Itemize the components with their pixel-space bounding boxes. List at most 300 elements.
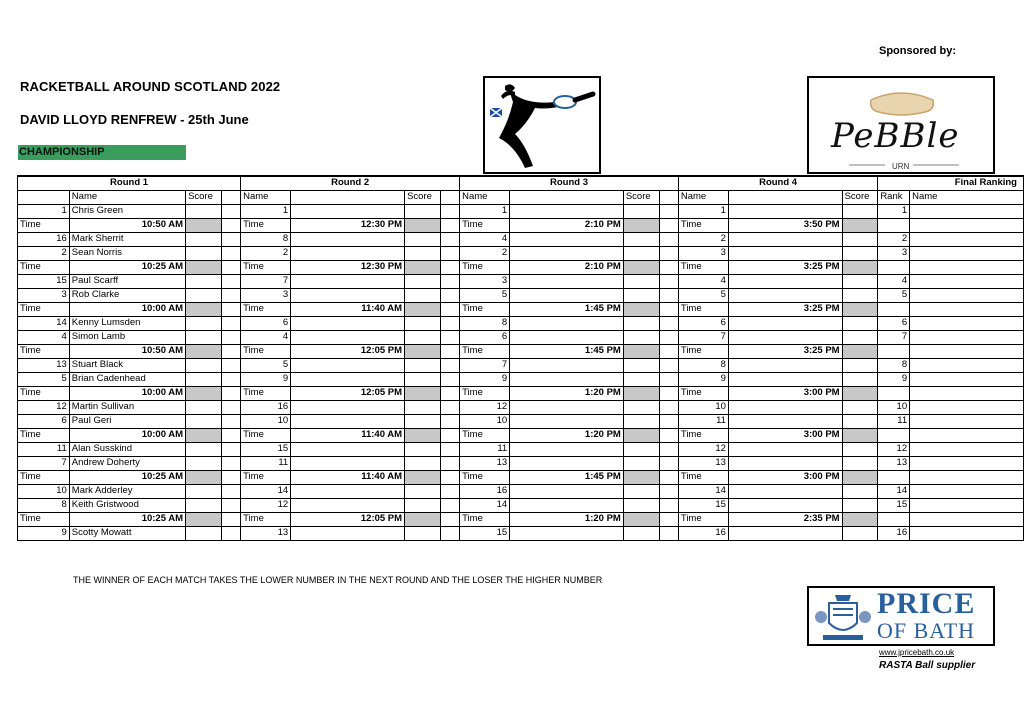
price-crest-icon (813, 589, 873, 645)
round3-position: 2 (460, 246, 510, 260)
round1-seed: 10 (18, 484, 70, 498)
sponsor-website-link[interactable]: www.jpricebath.co.uk (879, 648, 955, 657)
player-row (18, 358, 1024, 372)
sponsored-by-label: Sponsored by: (879, 45, 957, 57)
round4-position: 3 (678, 246, 728, 260)
round2-name (291, 484, 405, 498)
player-row (18, 232, 1024, 246)
round4-name (728, 246, 842, 260)
round3-position: 15 (460, 526, 510, 540)
round3-name (510, 498, 624, 512)
round1-seed: 13 (18, 358, 70, 372)
round2-match-time: 11:40 AM (291, 470, 405, 484)
spacer (659, 512, 678, 526)
round2-position: 3 (241, 288, 291, 302)
round2-score (405, 526, 441, 540)
player-name: Paul Scarff (69, 274, 185, 288)
tournament-bracket (17, 175, 1024, 541)
round4-name (728, 204, 842, 218)
time-score-shade (186, 260, 222, 274)
round2-name (291, 372, 405, 386)
player-row (18, 316, 1024, 330)
round3-position: 14 (460, 498, 510, 512)
rank-blank (878, 428, 910, 442)
round4-match-time: 3:25 PM (728, 344, 842, 358)
spacer (440, 330, 459, 344)
spacer (440, 470, 459, 484)
round2-position: 8 (241, 232, 291, 246)
round4-match-time: 3:25 PM (728, 260, 842, 274)
round2-position: 14 (241, 484, 291, 498)
player-name: Simon Lamb (69, 330, 185, 344)
round1-seed: 5 (18, 372, 70, 386)
round4-name (728, 316, 842, 330)
round3-score (623, 288, 659, 302)
spacer (659, 260, 678, 274)
time-score-shade (405, 470, 441, 484)
time-label: Time (678, 470, 728, 484)
round4-match-time: 3:50 PM (728, 218, 842, 232)
spacer (659, 526, 678, 540)
round2-match-time: 12:05 PM (291, 344, 405, 358)
round1-score (186, 498, 222, 512)
time-score-shade (842, 218, 878, 232)
spacer (221, 512, 240, 526)
round3-name (510, 414, 624, 428)
rank-blank (878, 344, 910, 358)
final-name (910, 372, 1024, 386)
round4-name (728, 498, 842, 512)
round3-position: 5 (460, 288, 510, 302)
round-1-header: Round 1 (18, 176, 241, 190)
time-label: Time (460, 302, 510, 316)
player-name: Paul Geri (69, 414, 185, 428)
round2-match-time: 11:40 AM (291, 428, 405, 442)
round2-name (291, 204, 405, 218)
round4-name (728, 526, 842, 540)
round2-score (405, 372, 441, 386)
spacer (221, 400, 240, 414)
spacer (221, 274, 240, 288)
round4-position: 8 (678, 358, 728, 372)
final-name (910, 246, 1024, 260)
round2-name (291, 358, 405, 372)
spacer (221, 386, 240, 400)
round1-seed: 1 (18, 204, 70, 218)
division-badge: CHAMPIONSHIP (18, 145, 186, 160)
round1-score (186, 372, 222, 386)
final-name (910, 330, 1024, 344)
spacer (440, 428, 459, 442)
round4-position: 7 (678, 330, 728, 344)
time-label: Time (241, 512, 291, 526)
time-label: Time (678, 218, 728, 232)
round3-score (623, 330, 659, 344)
spacer (440, 274, 459, 288)
time-score-shade (186, 512, 222, 526)
round1-score (186, 414, 222, 428)
spacer (440, 456, 459, 470)
round2-position: 11 (241, 456, 291, 470)
round1-score (186, 442, 222, 456)
round2-match-time: 12:30 PM (291, 260, 405, 274)
round4-position: 9 (678, 372, 728, 386)
spacer (659, 316, 678, 330)
spacer (659, 232, 678, 246)
round1-seed: 7 (18, 456, 70, 470)
time-score-shade (405, 386, 441, 400)
final-rank: 6 (878, 316, 910, 330)
player-row (18, 274, 1024, 288)
round1-score (186, 274, 222, 288)
round3-position: 4 (460, 232, 510, 246)
final-rank: 15 (878, 498, 910, 512)
final-name (910, 414, 1024, 428)
time-score-shade (842, 512, 878, 526)
round2-match-time: 12:05 PM (291, 512, 405, 526)
round1-score (186, 358, 222, 372)
rank-blank (878, 386, 910, 400)
round4-match-time: 3:00 PM (728, 386, 842, 400)
round3-match-time: 2:10 PM (510, 218, 624, 232)
round1-seed: 14 (18, 316, 70, 330)
spacer (659, 288, 678, 302)
time-label: Time (678, 428, 728, 442)
round3-name (510, 288, 624, 302)
spacer (659, 428, 678, 442)
spacer (440, 316, 459, 330)
round1-seed: 12 (18, 400, 70, 414)
time-label: Time (18, 344, 70, 358)
time-score-shade (623, 344, 659, 358)
round3-name (510, 274, 624, 288)
ball-supplier-label: RASTA Ball supplier (879, 660, 976, 671)
round4-score (842, 442, 878, 456)
time-score-shade (405, 302, 441, 316)
price-of-bath-logo (807, 586, 995, 646)
round4-score (842, 456, 878, 470)
final-ranking-header: Final Ranking (878, 176, 1024, 190)
round4-position: 4 (678, 274, 728, 288)
time-label: Time (241, 302, 291, 316)
round4-position: 12 (678, 442, 728, 456)
time-label: Time (678, 260, 728, 274)
round4-position: 10 (678, 400, 728, 414)
spacer (440, 498, 459, 512)
round3-score (623, 274, 659, 288)
spacer (221, 330, 240, 344)
round2-position: 9 (241, 372, 291, 386)
round1-match-time: 10:25 AM (69, 260, 185, 274)
price-wordmark-line1: PRICE (877, 587, 976, 620)
round1-match-time: 10:25 AM (69, 470, 185, 484)
round4-score (842, 288, 878, 302)
col-name: Name (678, 190, 728, 204)
spacer (440, 414, 459, 428)
round2-score (405, 484, 441, 498)
match-time-row (18, 260, 1024, 274)
round2-position: 15 (241, 442, 291, 456)
round2-position: 7 (241, 274, 291, 288)
time-label: Time (460, 218, 510, 232)
player-row (18, 414, 1024, 428)
spacer (440, 260, 459, 274)
time-score-shade (186, 386, 222, 400)
player-name: Keith Gristwood (69, 498, 185, 512)
time-label: Time (241, 260, 291, 274)
spacer (221, 414, 240, 428)
col-name: Name (910, 190, 1024, 204)
round2-position: 6 (241, 316, 291, 330)
spacer (440, 218, 459, 232)
time-score-shade (842, 386, 878, 400)
time-score-shade (623, 260, 659, 274)
name-blank (910, 260, 1024, 274)
player-row (18, 288, 1024, 302)
time-label: Time (460, 386, 510, 400)
round1-match-time: 10:50 AM (69, 344, 185, 358)
round1-match-time: 10:25 AM (69, 512, 185, 526)
spacer (440, 372, 459, 386)
round4-score (842, 400, 878, 414)
round3-match-time: 1:20 PM (510, 512, 624, 526)
round4-position: 6 (678, 316, 728, 330)
round4-score (842, 358, 878, 372)
final-rank: 12 (878, 442, 910, 456)
spacer (221, 456, 240, 470)
round2-name (291, 274, 405, 288)
time-label: Time (241, 218, 291, 232)
player-row (18, 330, 1024, 344)
player-name: Mark Sherrit (69, 232, 185, 246)
round4-position: 1 (678, 204, 728, 218)
round4-score (842, 204, 878, 218)
round3-score (623, 372, 659, 386)
time-label: Time (241, 344, 291, 358)
round3-position: 6 (460, 330, 510, 344)
round2-score (405, 456, 441, 470)
final-rank: 11 (878, 414, 910, 428)
round3-name (510, 232, 624, 246)
spacer (440, 526, 459, 540)
match-time-row (18, 302, 1024, 316)
time-label: Time (460, 428, 510, 442)
time-label: Time (18, 302, 70, 316)
round1-score (186, 456, 222, 470)
round2-score (405, 442, 441, 456)
round3-name (510, 400, 624, 414)
time-label: Time (678, 302, 728, 316)
time-score-shade (842, 470, 878, 484)
time-score-shade (842, 302, 878, 316)
round3-score (623, 204, 659, 218)
time-label: Time (678, 344, 728, 358)
time-score-shade (186, 428, 222, 442)
spacer (659, 498, 678, 512)
spacer (659, 456, 678, 470)
spacer (440, 400, 459, 414)
final-rank: 8 (878, 358, 910, 372)
final-name (910, 204, 1024, 218)
time-score-shade (405, 512, 441, 526)
match-time-row (18, 386, 1024, 400)
round2-score (405, 288, 441, 302)
spacer (221, 288, 240, 302)
racketball-player-icon (485, 78, 599, 172)
round2-score (405, 274, 441, 288)
event-title: RACKETBALL AROUND SCOTLAND 2022 (20, 79, 281, 94)
time-score-shade (623, 428, 659, 442)
round4-name (728, 274, 842, 288)
spacer (221, 372, 240, 386)
round3-position: 3 (460, 274, 510, 288)
spacer (440, 442, 459, 456)
time-score-shade (623, 512, 659, 526)
round4-score (842, 372, 878, 386)
col-name: Name (460, 190, 510, 204)
spacer (440, 344, 459, 358)
time-label: Time (18, 470, 70, 484)
round1-score (186, 526, 222, 540)
round2-match-time: 12:30 PM (291, 218, 405, 232)
spacer (659, 442, 678, 456)
round3-name (510, 246, 624, 260)
spacer (659, 372, 678, 386)
time-label: Time (678, 512, 728, 526)
name-blank (910, 512, 1024, 526)
round2-name (291, 330, 405, 344)
player-name: Rob Clarke (69, 288, 185, 302)
time-score-shade (842, 344, 878, 358)
time-score-shade (842, 260, 878, 274)
spacer (221, 260, 240, 274)
round4-position: 13 (678, 456, 728, 470)
spacer (440, 246, 459, 260)
spacer (659, 414, 678, 428)
round-header-row (18, 176, 1024, 190)
spacer (440, 232, 459, 246)
round1-seed: 11 (18, 442, 70, 456)
round4-score (842, 526, 878, 540)
spacer (221, 316, 240, 330)
round2-score (405, 400, 441, 414)
round2-name (291, 316, 405, 330)
rank-blank (878, 470, 910, 484)
spacer (659, 484, 678, 498)
round4-position: 11 (678, 414, 728, 428)
col-rank: Rank (878, 190, 910, 204)
time-score-shade (405, 428, 441, 442)
final-rank: 7 (878, 330, 910, 344)
round3-match-time: 1:45 PM (510, 344, 624, 358)
spacer (221, 428, 240, 442)
round2-score (405, 204, 441, 218)
bracket-footnote: THE WINNER OF EACH MATCH TAKES THE LOWER NUMBER IN THE NEXT ROUND AND THE LOSER THE HIGHER NUMBER (73, 575, 603, 585)
round4-match-time: 3:00 PM (728, 428, 842, 442)
round2-position: 12 (241, 498, 291, 512)
round2-name (291, 456, 405, 470)
player-name: Andrew Doherty (69, 456, 185, 470)
spacer (659, 400, 678, 414)
time-label: Time (18, 428, 70, 442)
final-name (910, 498, 1024, 512)
pebble-urn-logo (807, 76, 995, 174)
round4-name (728, 330, 842, 344)
player-name: Chris Green (69, 204, 185, 218)
final-rank: 16 (878, 526, 910, 540)
time-score-shade (405, 218, 441, 232)
player-row (18, 246, 1024, 260)
round3-score (623, 442, 659, 456)
final-name (910, 442, 1024, 456)
player-name: Brian Cadenhead (69, 372, 185, 386)
round3-position: 12 (460, 400, 510, 414)
round3-match-time: 2:10 PM (510, 260, 624, 274)
round3-score (623, 526, 659, 540)
round3-name (510, 316, 624, 330)
spacer (221, 442, 240, 456)
round3-position: 7 (460, 358, 510, 372)
match-time-row (18, 218, 1024, 232)
time-score-shade (623, 218, 659, 232)
round2-position: 10 (241, 414, 291, 428)
name-blank (910, 470, 1024, 484)
round2-name (291, 414, 405, 428)
spacer (659, 344, 678, 358)
round3-score (623, 456, 659, 470)
player-row (18, 456, 1024, 470)
round2-position: 2 (241, 246, 291, 260)
final-rank: 13 (878, 456, 910, 470)
player-name: Kenny Lumsden (69, 316, 185, 330)
round4-position: 5 (678, 288, 728, 302)
time-score-shade (186, 344, 222, 358)
spacer (221, 232, 240, 246)
col-score: Score (623, 190, 659, 204)
round2-score (405, 330, 441, 344)
round3-match-time: 1:45 PM (510, 302, 624, 316)
round3-position: 16 (460, 484, 510, 498)
round1-seed: 3 (18, 288, 70, 302)
time-score-shade (186, 470, 222, 484)
round4-score (842, 330, 878, 344)
round1-seed: 6 (18, 414, 70, 428)
player-name: Scotty Mowatt (69, 526, 185, 540)
round3-name (510, 358, 624, 372)
time-label: Time (18, 260, 70, 274)
time-score-shade (405, 344, 441, 358)
spacer (659, 302, 678, 316)
spacer (440, 288, 459, 302)
round1-score (186, 316, 222, 330)
round2-name (291, 232, 405, 246)
round3-name (510, 526, 624, 540)
spacer (659, 470, 678, 484)
spacer (440, 484, 459, 498)
spacer (659, 246, 678, 260)
round3-position: 1 (460, 204, 510, 218)
name-blank (910, 386, 1024, 400)
round4-name (728, 288, 842, 302)
round-2-header: Round 2 (241, 176, 460, 190)
col-name: Name (69, 190, 185, 204)
round4-name (728, 232, 842, 246)
spacer (440, 512, 459, 526)
round2-score (405, 316, 441, 330)
player-name: Mark Adderley (69, 484, 185, 498)
round1-score (186, 232, 222, 246)
round1-seed: 9 (18, 526, 70, 540)
